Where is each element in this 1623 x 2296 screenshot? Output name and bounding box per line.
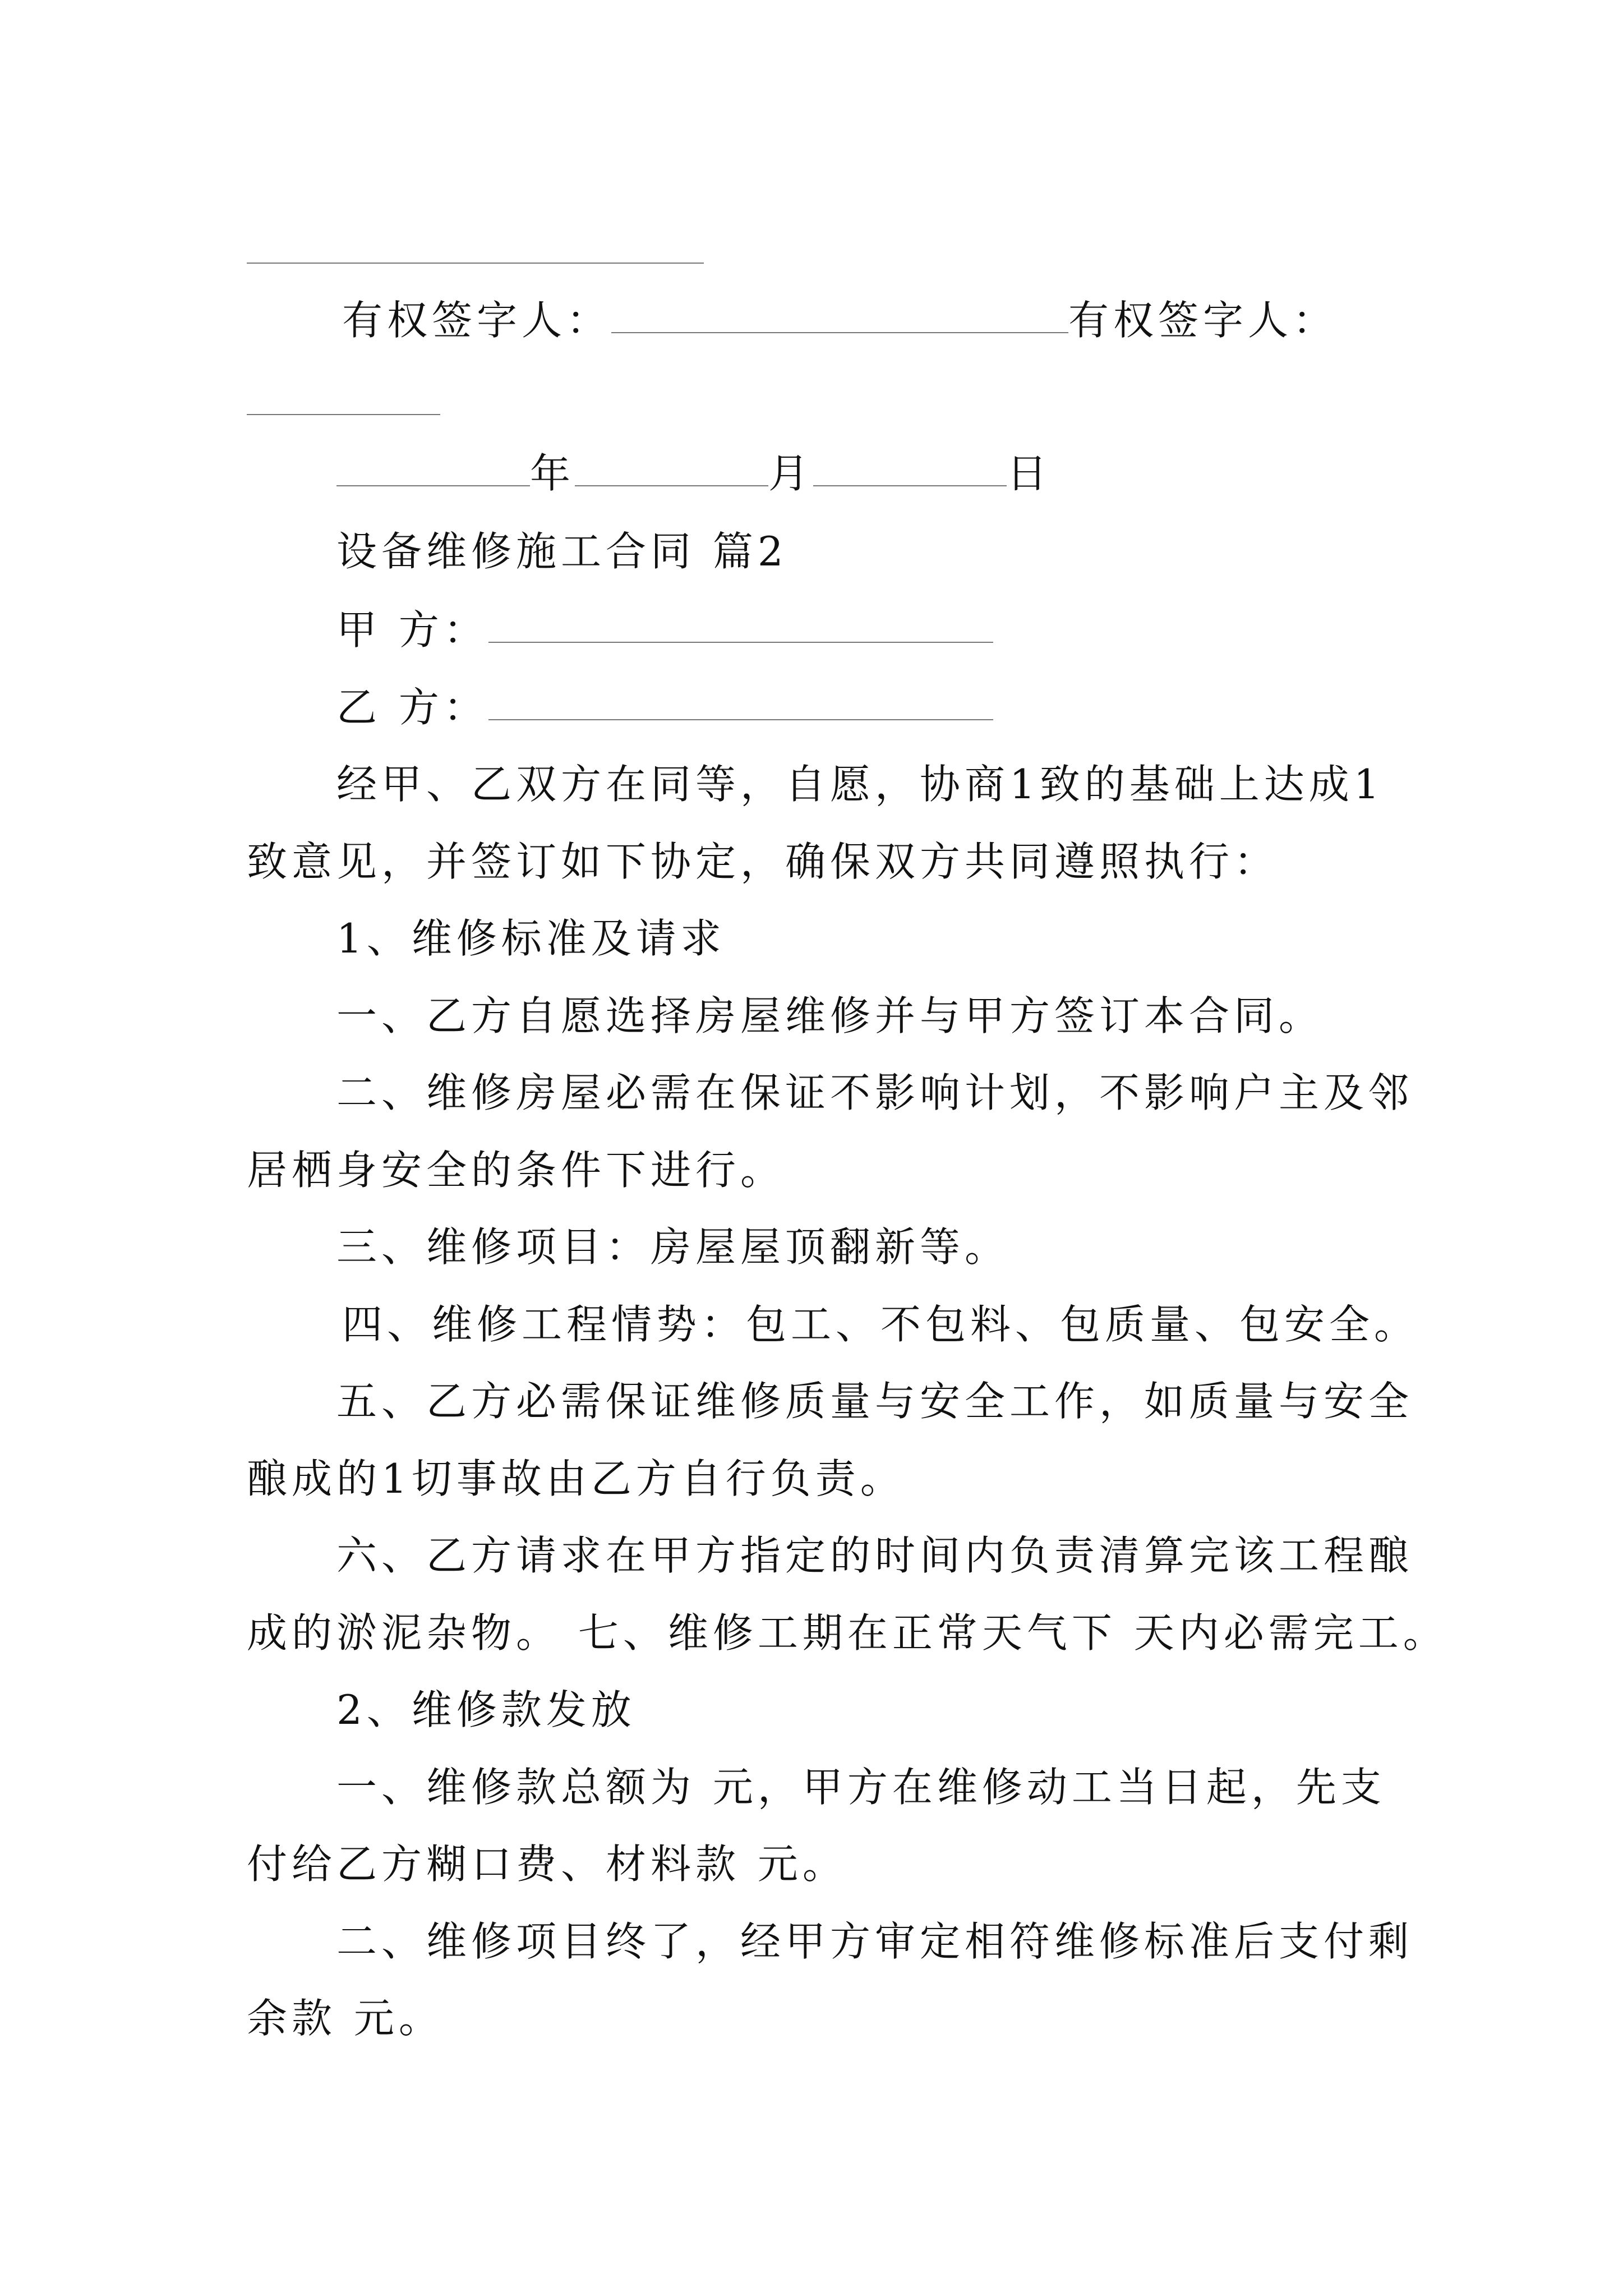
party-a-label: 甲 方： bbox=[336, 606, 488, 654]
paragraph-line: 付给乙方糊口费、材料款 元。 bbox=[247, 1841, 847, 1888]
signer-label-left: 有权签字人： bbox=[342, 297, 612, 344]
paragraph-line: 一、乙方自愿选择房屋维修并与甲方签订本合同。 bbox=[336, 992, 1324, 1039]
paragraph-line: 四、维修工程情势：包工、不包料、包质量、包安全。 bbox=[342, 1301, 1419, 1348]
blank-line bbox=[247, 263, 704, 264]
paragraph-line: 成的淤泥杂物。 七、维修工期在正常天气下 天内必需完工。 bbox=[247, 1609, 1448, 1657]
paragraph-line: 居栖身安全的条件下进行。 bbox=[247, 1147, 786, 1194]
paragraph-line: 五、乙方必需保证维修质量与安全工作，如质量与安全 bbox=[336, 1378, 1414, 1425]
party-a-row bbox=[336, 606, 993, 654]
month-label: 月 bbox=[768, 450, 814, 497]
party-b-row bbox=[336, 684, 993, 731]
paragraph-line: 余款 元。 bbox=[247, 1995, 444, 2042]
signer-label-right: 有权签字人： bbox=[1068, 297, 1338, 344]
section-title: 设备维修施工合同 篇2 bbox=[336, 528, 788, 575]
party-b-blank bbox=[488, 719, 993, 720]
paragraph-line: 经甲、乙双方在同等，自愿，协商1致的基础上达成1 bbox=[336, 761, 1384, 808]
month-blank bbox=[575, 485, 768, 486]
section-heading: 1、维修标准及请求 bbox=[336, 915, 726, 962]
paragraph-line: 三、维修项目：房屋屋顶翻新等。 bbox=[336, 1223, 1010, 1271]
paragraph-line: 六、乙方请求在甲方指定的时间内负责清算完该工程酿 bbox=[336, 1532, 1414, 1579]
paragraph-line: 酿成的1切事故由乙方自行负责。 bbox=[247, 1455, 905, 1502]
day-label: 日 bbox=[1007, 450, 1052, 497]
party-a-blank bbox=[488, 642, 993, 643]
signature-row bbox=[342, 297, 1338, 344]
year-label: 年 bbox=[530, 450, 575, 497]
paragraph-line: 二、维修房屋必需在保证不影响计划，不影响户主及邻 bbox=[336, 1069, 1414, 1116]
signature-blank bbox=[611, 332, 1068, 333]
party-b-label: 乙 方： bbox=[336, 684, 488, 731]
day-blank bbox=[813, 485, 1007, 486]
paragraph-line: 致意见，并签订如下协定，确保双方共同遵照执行： bbox=[247, 838, 1279, 885]
blank-line bbox=[247, 414, 440, 415]
paragraph-line: 一、维修款总额为 元，甲方在维修动工当日起，先支 bbox=[336, 1764, 1386, 1811]
date-line bbox=[336, 450, 1052, 497]
paragraph-line: 二、维修项目终了，经甲方审定相符维修标准后支付剩 bbox=[336, 1918, 1414, 1965]
section-heading: 2、维修款发放 bbox=[336, 1686, 636, 1733]
year-blank bbox=[336, 485, 530, 486]
